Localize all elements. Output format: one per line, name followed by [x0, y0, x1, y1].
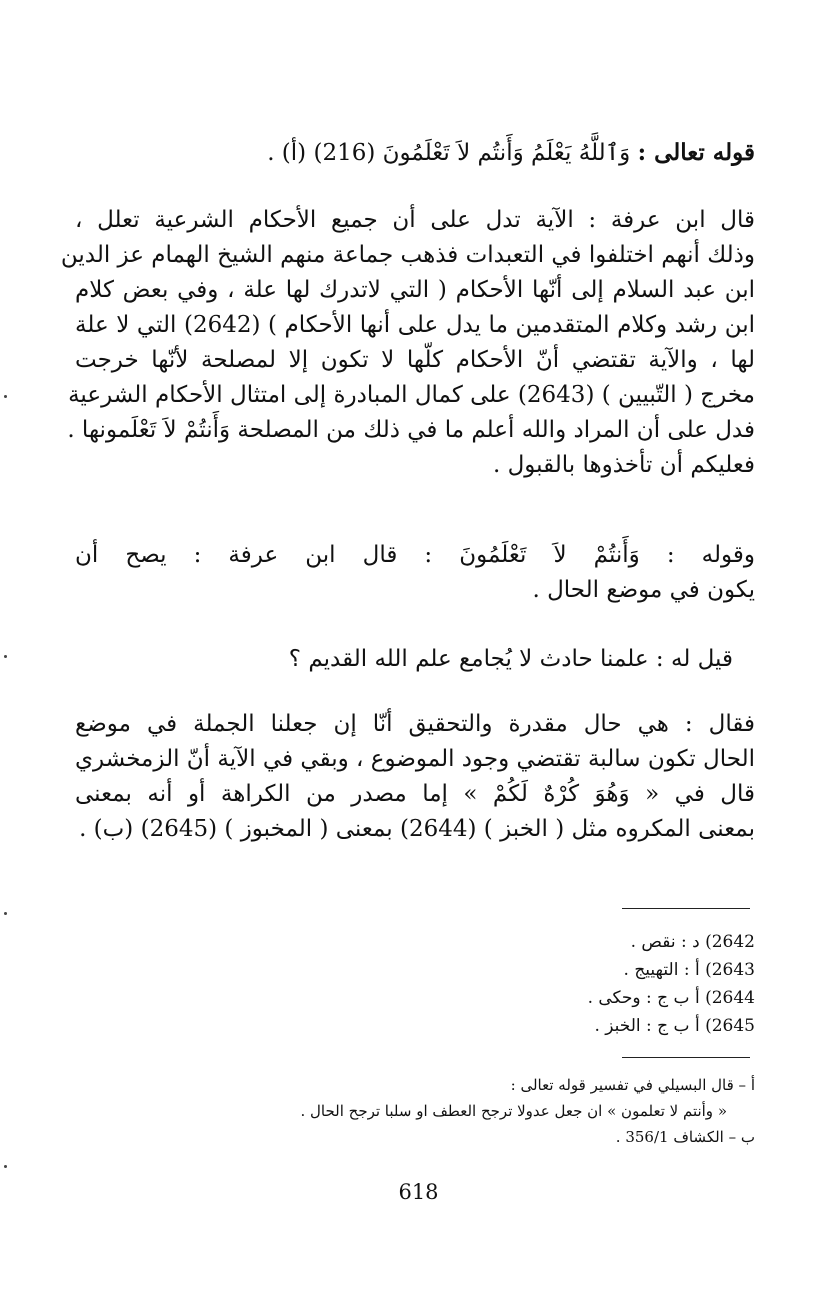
- verse-lead: قوله تعالى :: [637, 139, 755, 166]
- footnote-item: 2644) أ ب ج : وحكى .: [587, 988, 755, 1008]
- answer-paragraph: [75, 707, 755, 847]
- scan-mark: [4, 655, 7, 658]
- verse-line: [75, 135, 755, 171]
- commentary-paragraph-2: [75, 538, 755, 608]
- scan-mark: [4, 1165, 7, 1168]
- footnote-item: « وأنتم لا تعلمون » ان جعل عدولا ترجح العطف او سلبا ترجح الحال .: [300, 1102, 727, 1120]
- text-line: لها ، والآية تقتضي أنّ الأحكام كلّها لا تكون إلا لمصلحة لأنّها خرجت: [75, 347, 755, 373]
- text-line: ابن عبد السلام إلى أنّها الأحكام ( التي لاتدرك لها علة ، وفي بعض كلام: [75, 277, 755, 303]
- text-line: فدل على أن المراد والله أعلم ما في ذلك من المصلحة وَأَنتُمْ لاَ تَعْلَمونها .: [67, 417, 755, 443]
- commentary-paragraph-1: [60, 203, 755, 483]
- text-line: الحال تكون سالبة تقتضي وجود الموضوع ، وبقي في الآية أنّ الزمخشري: [75, 746, 755, 772]
- scan-mark: [4, 912, 7, 915]
- footnote-item: 2642) د : نقص .: [630, 932, 755, 952]
- text-line: يكون في موضع الحال .: [532, 577, 755, 603]
- scan-mark: [4, 395, 7, 398]
- verse-paragraph: [75, 135, 755, 171]
- numbered-footnotes: [75, 928, 755, 1040]
- text-line: قال ابن عرفة : الآية تدل على أن جميع الأحكام الشرعية تعلل ،: [75, 207, 755, 233]
- footnote-item: ب – الكشاف 356/1 .: [615, 1128, 755, 1146]
- text-line: قيل له : علمنا حادث لا يُجامع علم الله القديم ؟: [288, 646, 733, 672]
- page-number: 618: [398, 1180, 439, 1204]
- footnote-item: 2645) أ ب ج : الخبز .: [594, 1016, 755, 1036]
- question-paragraph: [75, 642, 755, 677]
- text-line: بمعنى المكروه مثل ( الخبز ) (2644) بمعنى ( المخبوز ) (2645) (ب) .: [79, 816, 755, 842]
- text-line: وقوله : وَأَنتُمْ لاَ تَعْلَمُونَ : قال ابن عرفة : يصح أن: [75, 542, 755, 568]
- text-line: وذلك أنهم اختلفوا في التعبدات فذهب جماعة منهم الشيخ الهمام عز الدين: [60, 242, 755, 268]
- text-line: ابن رشد وكلام المتقدمين ما يدل على أنها الأحكام ) (2642) التي لا علة: [75, 312, 755, 338]
- text-line: فقال : هي حال مقدرة والتحقيق أنّا إن جعلنا الجملة في موضع: [75, 711, 755, 737]
- footnote-separator: [622, 908, 750, 909]
- footnote-separator-2: [622, 1057, 750, 1058]
- footnote-item: 2643) أ : التهييج .: [623, 960, 755, 980]
- lettered-footnotes: [75, 1072, 755, 1150]
- text-line: مخرج ( التّبيين ) (2643) على كمال المبادرة إلى امتثال الأحكام الشرعية: [68, 382, 755, 408]
- footnote-item: أ – قال البسيلي في تفسير قوله تعالى :: [510, 1076, 755, 1094]
- verse-text: وَٱللَّهُ يَعْلَمُ وَأَنتُم لاَ تَعْلَمُونَ (216) (أ) .: [267, 140, 631, 166]
- text-line: فعليكم أن تأخذوها بالقبول .: [492, 452, 755, 478]
- text-line: قال في « وَهُوَ كُرْهٌ لَكُمْ » إما مصدر من الكراهة أو أنه بمعنى: [75, 781, 755, 807]
